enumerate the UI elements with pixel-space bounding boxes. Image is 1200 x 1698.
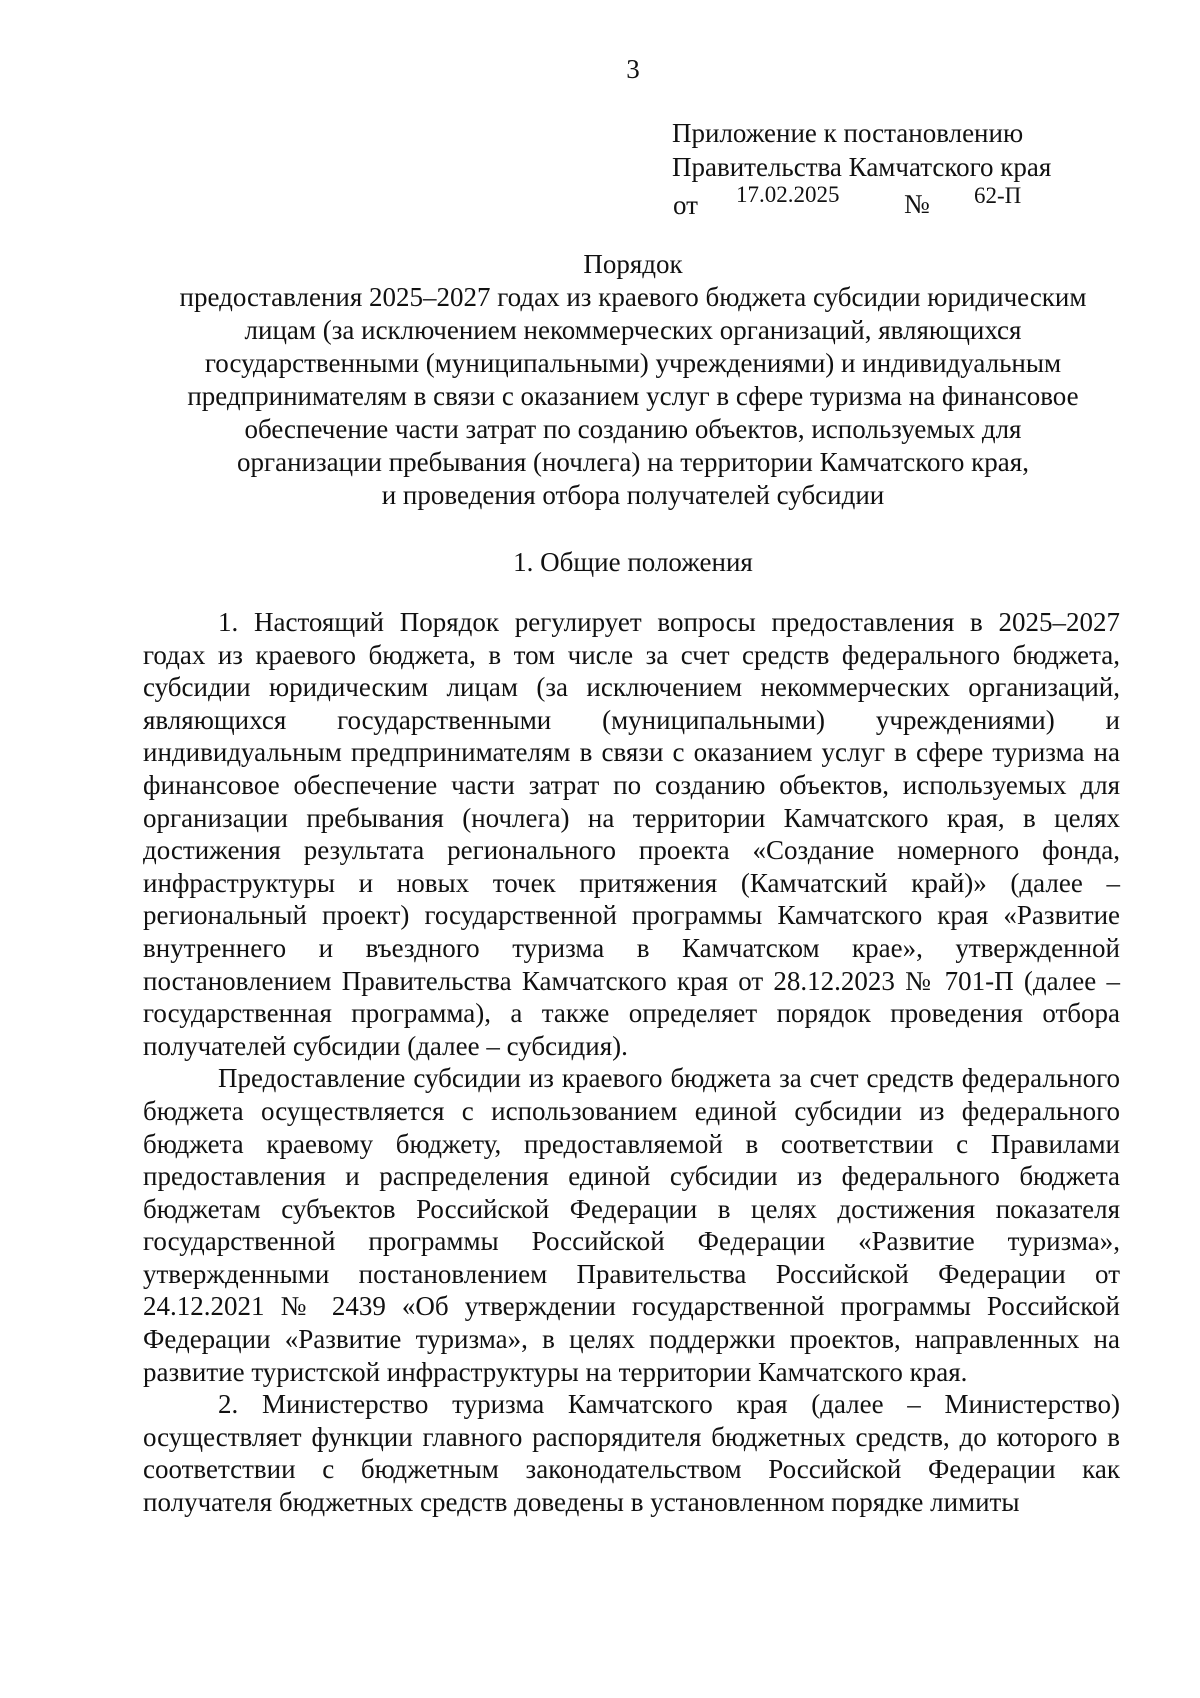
annex-from-label: от	[673, 190, 698, 220]
title-line-1: Порядок	[583, 249, 683, 279]
document-title	[150, 248, 1116, 512]
annex-meta	[672, 184, 1051, 218]
body-text	[143, 606, 1120, 1519]
title-line-2: предоставления 2025–2027 годах из краевого бюджета субсидии юридическим	[179, 282, 1087, 312]
annex-date: 17.02.2025	[736, 182, 840, 207]
annex-line-1: Приложение к постановлению	[672, 118, 1024, 148]
section-heading: 1. Общие положения	[513, 547, 753, 577]
paragraph-2: Предоставление субсидии из краевого бюджета за счет средств федерального бюджета осуществляется с использованием единой субсидии из федерального бюджета краевому бюджету, предоставляемой в соответствии с Правилами предоставления и распределения единой субсидии из федерального бюджета бюджетам субъектов Российской Федерации в целях достижения показателя государственной программы Российской Федерации «Развитие туризма», утвержденными постановлением Правительства Российской Федерации от 24.12.2021 № 2439 «Об утверждении государственной программы Российской Федерации «Развитие туризма», в целях поддержки проектов, направленных на развитие туристской инфраструктуры на территории Камчатского края.	[143, 1063, 1120, 1387]
title-line-4: государственными (муниципальными) учреждениями) и индивидуальным	[204, 348, 1062, 378]
title-line-7: организации пребывания (ночлега) на территории Камчатского края,	[237, 447, 1029, 477]
title-line-6: обеспечение части затрат по созданию объектов, используемых для	[244, 414, 1022, 444]
annex-block	[672, 116, 1051, 218]
paragraph-1: 1. Настоящий Порядок регулирует вопросы предоставления в 2025–2027 годах из краевого бюджета, в том числе за счет средств федерального бюджета, субсидии юридическим лицам (за исключением некоммерческих организаций, являющихся государственными (муниципальными) учреждениями) и индивидуальным предпринимателям в связи с оказанием услуг в сфере туризма на финансовое обеспечение части затрат по созданию объектов, используемых для организации пребывания (ночлега) на территории Камчатского края, в целях достижения результата регионального проекта «Создание номерного фонда, инфраструктуры и новых точек притяжения (Камчатский край)» (далее – региональный проект) государственной программы Камчатского края «Развитие внутреннего и въездного туризма в Камчатском крае», утвержденной постановлением Правительства Камчатского края от 28.12.2023 № 701-П (далее – государственная программа), а также определяет порядок проведения отбора получателей субсидии (далее – субсидия).	[143, 607, 1120, 1061]
annex-number-sign: №	[904, 189, 930, 219]
title-line-5: предпринимателям в связи с оказанием услуг в сфере туризма на финансовое	[187, 381, 1079, 411]
title-line-3: лицам (за исключением некоммерческих организаций, являющихся	[244, 315, 1022, 345]
page-number: 3	[626, 54, 640, 84]
annex-number: 62-П	[974, 183, 1022, 208]
annex-line-2: Правительства Камчатского края	[672, 152, 1052, 182]
paragraph-3: 2. Министерство туризма Камчатского края (далее – Министерство) осуществляет функции главного распорядителя бюджетных средств, до которого в соответствии с бюджетным законодательством Российской Федерации как получателя бюджетных средств доведены в установленном порядке лимиты	[143, 1389, 1120, 1518]
title-line-8: и проведения отбора получателей субсидии	[381, 480, 885, 510]
